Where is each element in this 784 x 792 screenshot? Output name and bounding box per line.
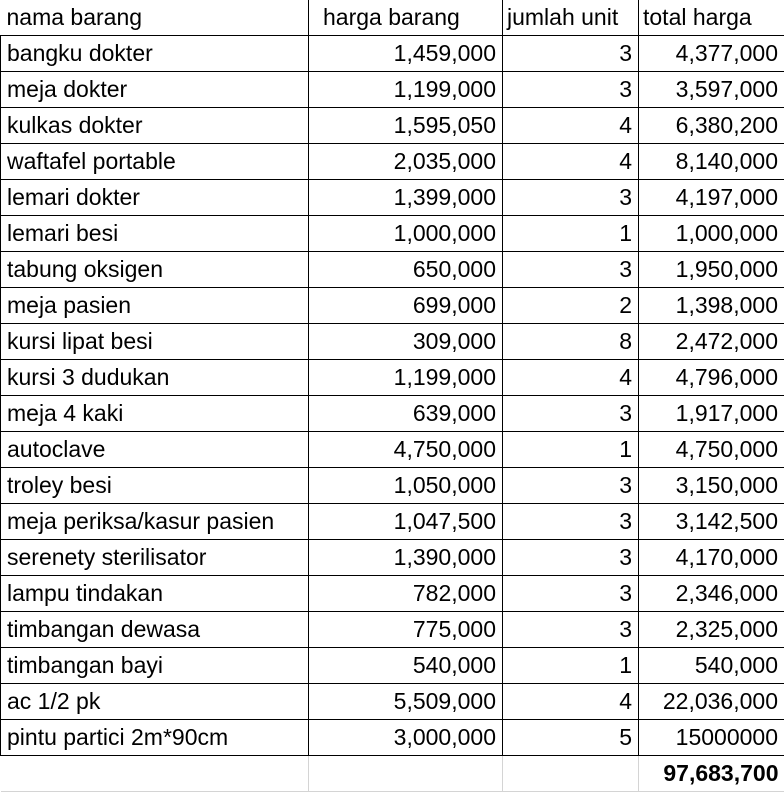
cell-qty[interactable]: 3 — [503, 540, 639, 576]
cell-price[interactable]: 639,000 — [309, 396, 503, 432]
header-cell-total[interactable]: total harga — [639, 0, 784, 36]
cell-qty[interactable]: 3 — [503, 576, 639, 612]
cell-qty[interactable]: 3 — [503, 36, 639, 72]
cell-total[interactable]: 3,142,500 — [639, 504, 784, 540]
cell-item-name[interactable]: tabung oksigen — [1, 252, 309, 288]
cell-item-name[interactable]: kulkas dokter — [1, 108, 309, 144]
cell-total[interactable]: 6,380,200 — [639, 108, 784, 144]
cell-price[interactable]: 775,000 — [309, 612, 503, 648]
cell-item-name[interactable]: troley besi — [1, 468, 309, 504]
cell-price[interactable]: 4,750,000 — [309, 432, 503, 468]
cell-item-name[interactable]: kursi lipat besi — [1, 324, 309, 360]
header-cell-name[interactable]: nama barang — [1, 0, 309, 36]
table-row — [1, 36, 784, 72]
cell-total[interactable]: 15000000 — [639, 720, 784, 756]
cell-total[interactable]: 1,917,000 — [639, 396, 784, 432]
cell-price[interactable]: 3,000,000 — [309, 720, 503, 756]
table-row — [1, 576, 784, 612]
cell-price[interactable]: 309,000 — [309, 324, 503, 360]
cell-price[interactable]: 650,000 — [309, 252, 503, 288]
cell-price[interactable]: 1,050,000 — [309, 468, 503, 504]
cell-item-name[interactable]: meja pasien — [1, 288, 309, 324]
cell-price[interactable]: 1,595,050 — [309, 108, 503, 144]
cell-qty[interactable]: 3 — [503, 468, 639, 504]
table-row — [1, 216, 784, 252]
cell-qty[interactable]: 1 — [503, 648, 639, 684]
cell-total[interactable]: 4,750,000 — [639, 432, 784, 468]
cell-total[interactable]: 2,346,000 — [639, 576, 784, 612]
cell-qty[interactable]: 3 — [503, 504, 639, 540]
cell-item-name[interactable]: ac 1/2 pk — [1, 684, 309, 720]
cell-price[interactable]: 1,199,000 — [309, 360, 503, 396]
cell-price[interactable]: 2,035,000 — [309, 144, 503, 180]
table-row — [1, 252, 784, 288]
cell-price[interactable]: 1,459,000 — [309, 36, 503, 72]
cell-item-name[interactable]: waftafel portable — [1, 144, 309, 180]
cell-item-name[interactable]: meja 4 kaki — [1, 396, 309, 432]
cell-total[interactable]: 2,472,000 — [639, 324, 784, 360]
cell-price[interactable]: 1,399,000 — [309, 180, 503, 216]
table-row — [1, 144, 784, 180]
cell-price[interactable]: 540,000 — [309, 648, 503, 684]
cell-item-name[interactable]: bangku dokter — [1, 36, 309, 72]
table-row — [1, 540, 784, 576]
cell-qty[interactable]: 3 — [503, 612, 639, 648]
cell-total[interactable]: 4,796,000 — [639, 360, 784, 396]
cell-total[interactable]: 2,325,000 — [639, 612, 784, 648]
table-row — [1, 360, 784, 396]
header-cell-qty[interactable]: jumlah unit — [503, 0, 639, 36]
header-row — [1, 0, 784, 36]
table-row — [1, 720, 784, 756]
cell-qty[interactable]: 3 — [503, 252, 639, 288]
cell-item-name[interactable]: lampu tindakan — [1, 576, 309, 612]
cell-item-name[interactable]: serenety sterilisator — [1, 540, 309, 576]
cell-item-name[interactable]: meja periksa/kasur pasien — [1, 504, 309, 540]
table-row — [1, 288, 784, 324]
cell-qty[interactable]: 8 — [503, 324, 639, 360]
cell-qty[interactable]: 4 — [503, 108, 639, 144]
table-row — [1, 648, 784, 684]
cell-item-name[interactable]: lemari dokter — [1, 180, 309, 216]
cell-total[interactable]: 8,140,000 — [639, 144, 784, 180]
table-row — [1, 180, 784, 216]
cell-item-name[interactable]: kursi 3 dudukan — [1, 360, 309, 396]
cell-price[interactable]: 1,000,000 — [309, 216, 503, 252]
cell-total[interactable]: 22,036,000 — [639, 684, 784, 720]
grand-total-cell[interactable]: 97,683,700 — [639, 756, 784, 792]
cell-price[interactable]: 782,000 — [309, 576, 503, 612]
cell-price[interactable]: 5,509,000 — [309, 684, 503, 720]
cell-qty[interactable]: 3 — [503, 396, 639, 432]
cell-qty[interactable]: 4 — [503, 360, 639, 396]
cell-total[interactable]: 4,377,000 — [639, 36, 784, 72]
cell-price[interactable]: 1,199,000 — [309, 72, 503, 108]
cell-item-name[interactable]: pintu partici 2m*90cm — [1, 720, 309, 756]
cell-total[interactable]: 1,000,000 — [639, 216, 784, 252]
table-row — [1, 612, 784, 648]
cell-total[interactable]: 3,150,000 — [639, 468, 784, 504]
cell-total[interactable]: 540,000 — [639, 648, 784, 684]
cell-total[interactable]: 4,197,000 — [639, 180, 784, 216]
empty-cell[interactable] — [309, 756, 503, 792]
table-row — [1, 468, 784, 504]
cell-total[interactable]: 1,398,000 — [639, 288, 784, 324]
header-cell-price[interactable]: harga barang — [309, 0, 503, 36]
cell-qty[interactable]: 3 — [503, 72, 639, 108]
cell-qty[interactable]: 4 — [503, 144, 639, 180]
table-row — [1, 504, 784, 540]
cell-total[interactable]: 3,597,000 — [639, 72, 784, 108]
cell-qty[interactable]: 1 — [503, 216, 639, 252]
cell-item-name[interactable]: timbangan bayi — [1, 648, 309, 684]
cell-qty[interactable]: 5 — [503, 720, 639, 756]
table-row — [1, 72, 784, 108]
cell-item-name[interactable]: lemari besi — [1, 216, 309, 252]
cell-price[interactable]: 699,000 — [309, 288, 503, 324]
empty-cell[interactable] — [503, 756, 639, 792]
cell-item-name[interactable]: timbangan dewasa — [1, 612, 309, 648]
cell-price[interactable]: 1,047,500 — [309, 504, 503, 540]
table-row — [1, 684, 784, 720]
cell-item-name[interactable]: autoclave — [1, 432, 309, 468]
cell-qty[interactable]: 3 — [503, 180, 639, 216]
cell-total[interactable]: 1,950,000 — [639, 252, 784, 288]
grand-total-row — [1, 756, 784, 792]
table-row — [1, 324, 784, 360]
cell-qty[interactable]: 1 — [503, 432, 639, 468]
cell-price[interactable]: 1,390,000 — [309, 540, 503, 576]
cell-qty[interactable]: 4 — [503, 684, 639, 720]
cell-item-name[interactable]: meja dokter — [1, 72, 309, 108]
cell-total[interactable]: 4,170,000 — [639, 540, 784, 576]
table-body — [1, 0, 784, 792]
table-row — [1, 108, 784, 144]
table-row — [1, 396, 784, 432]
empty-cell[interactable] — [1, 756, 309, 792]
cell-qty[interactable]: 2 — [503, 288, 639, 324]
table-row — [1, 432, 784, 468]
